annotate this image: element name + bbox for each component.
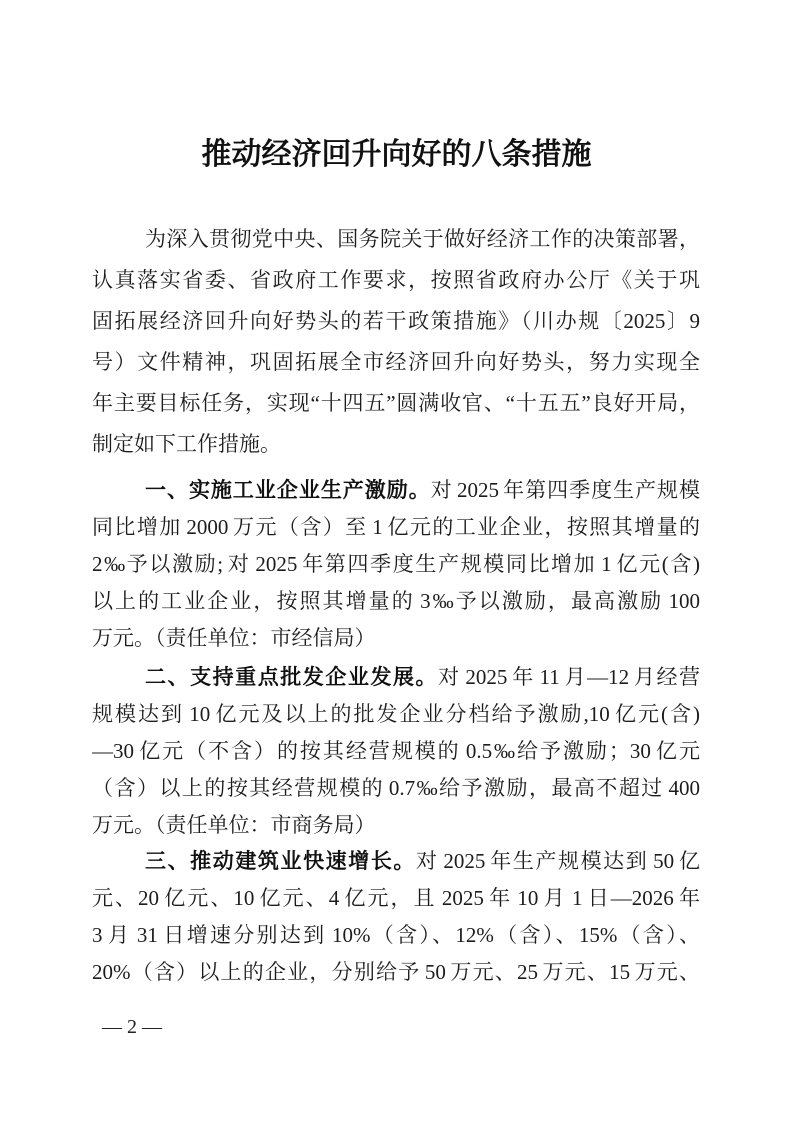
text-line: —30 亿元（不含）的按其经营规模的 0.5‰给予激励；30 亿元	[92, 739, 700, 763]
measure-1-heading: 一、实施工业企业生产激励。	[145, 479, 431, 502]
measure-1-paragraph	[92, 472, 700, 657]
text-line: 号）文件精神，巩固拓展全市经济回升向好势头，努力实现全	[92, 350, 700, 374]
measure-2-heading: 二、支持重点批发企业发展。	[145, 666, 439, 689]
measure-3-paragraph	[92, 843, 700, 991]
text-line	[92, 659, 700, 696]
page-number: — 2 —	[102, 1016, 162, 1038]
text-line: 规模达到 10 亿元及以上的批发企业分档给予激励,10 亿元(含)	[92, 702, 700, 726]
text-line: 为深入贯彻党中央、国务院关于做好经济工作的决策部署，	[145, 227, 700, 251]
text-line: 元、20 亿元、10 亿元、4 亿元，且 2025 年 10 月 1 日—2026 年	[92, 886, 700, 910]
text-line	[92, 472, 700, 509]
text-line: （含）以上的按其经营规模的 0.7‰给予激励，最高不超过 400	[92, 776, 700, 800]
text-line: 20%（含）以上的企业，分别给予 50 万元、25 万元、15 万元、	[92, 960, 700, 984]
measure-2-paragraph	[92, 659, 700, 844]
text-line	[92, 843, 700, 880]
measure-3-first-line-text: 对 2025 年生产规模达到 50 亿	[416, 849, 700, 873]
text-line: 万元。（责任单位：市商务局）	[92, 813, 376, 837]
text-line: 固拓展经济回升向好势头的若干政策措施》（川办规〔2025〕9	[92, 309, 700, 333]
measure-2-first-line-text: 对 2025 年 11 月—12 月经营	[438, 665, 700, 689]
text-line: 制定如下工作措施。	[92, 432, 281, 456]
document-title: 推动经济回升向好的八条措施	[201, 138, 592, 171]
intro-paragraph	[92, 219, 700, 465]
measure-1-first-line-text: 对 2025 年第四季度生产规模	[430, 478, 700, 502]
text-line: 认真落实省委、省政府工作要求，按照省政府办公厅《关于巩	[92, 268, 700, 292]
text-line: 同比增加 2000 万元（含）至 1 亿元的工业企业，按照其增量的	[92, 515, 700, 539]
text-line: 年主要目标任务，实现“十四五”圆满收官、“十五五”良好开局，	[92, 391, 700, 415]
text-line: 以上的工业企业，按照其增量的 3‰予以激励，最高激励 100	[92, 589, 700, 613]
text-line: 3 月 31 日增速分别达到 10%（含）、12%（含）、15%（含）、	[92, 923, 700, 947]
text-line: 2‰予以激励; 对 2025 年第四季度生产规模同比增加 1 亿元(含)	[92, 552, 700, 576]
text-line: 万元。（责任单位：市经信局）	[92, 626, 376, 650]
measure-3-heading: 三、推动建筑业快速增长。	[145, 850, 416, 873]
